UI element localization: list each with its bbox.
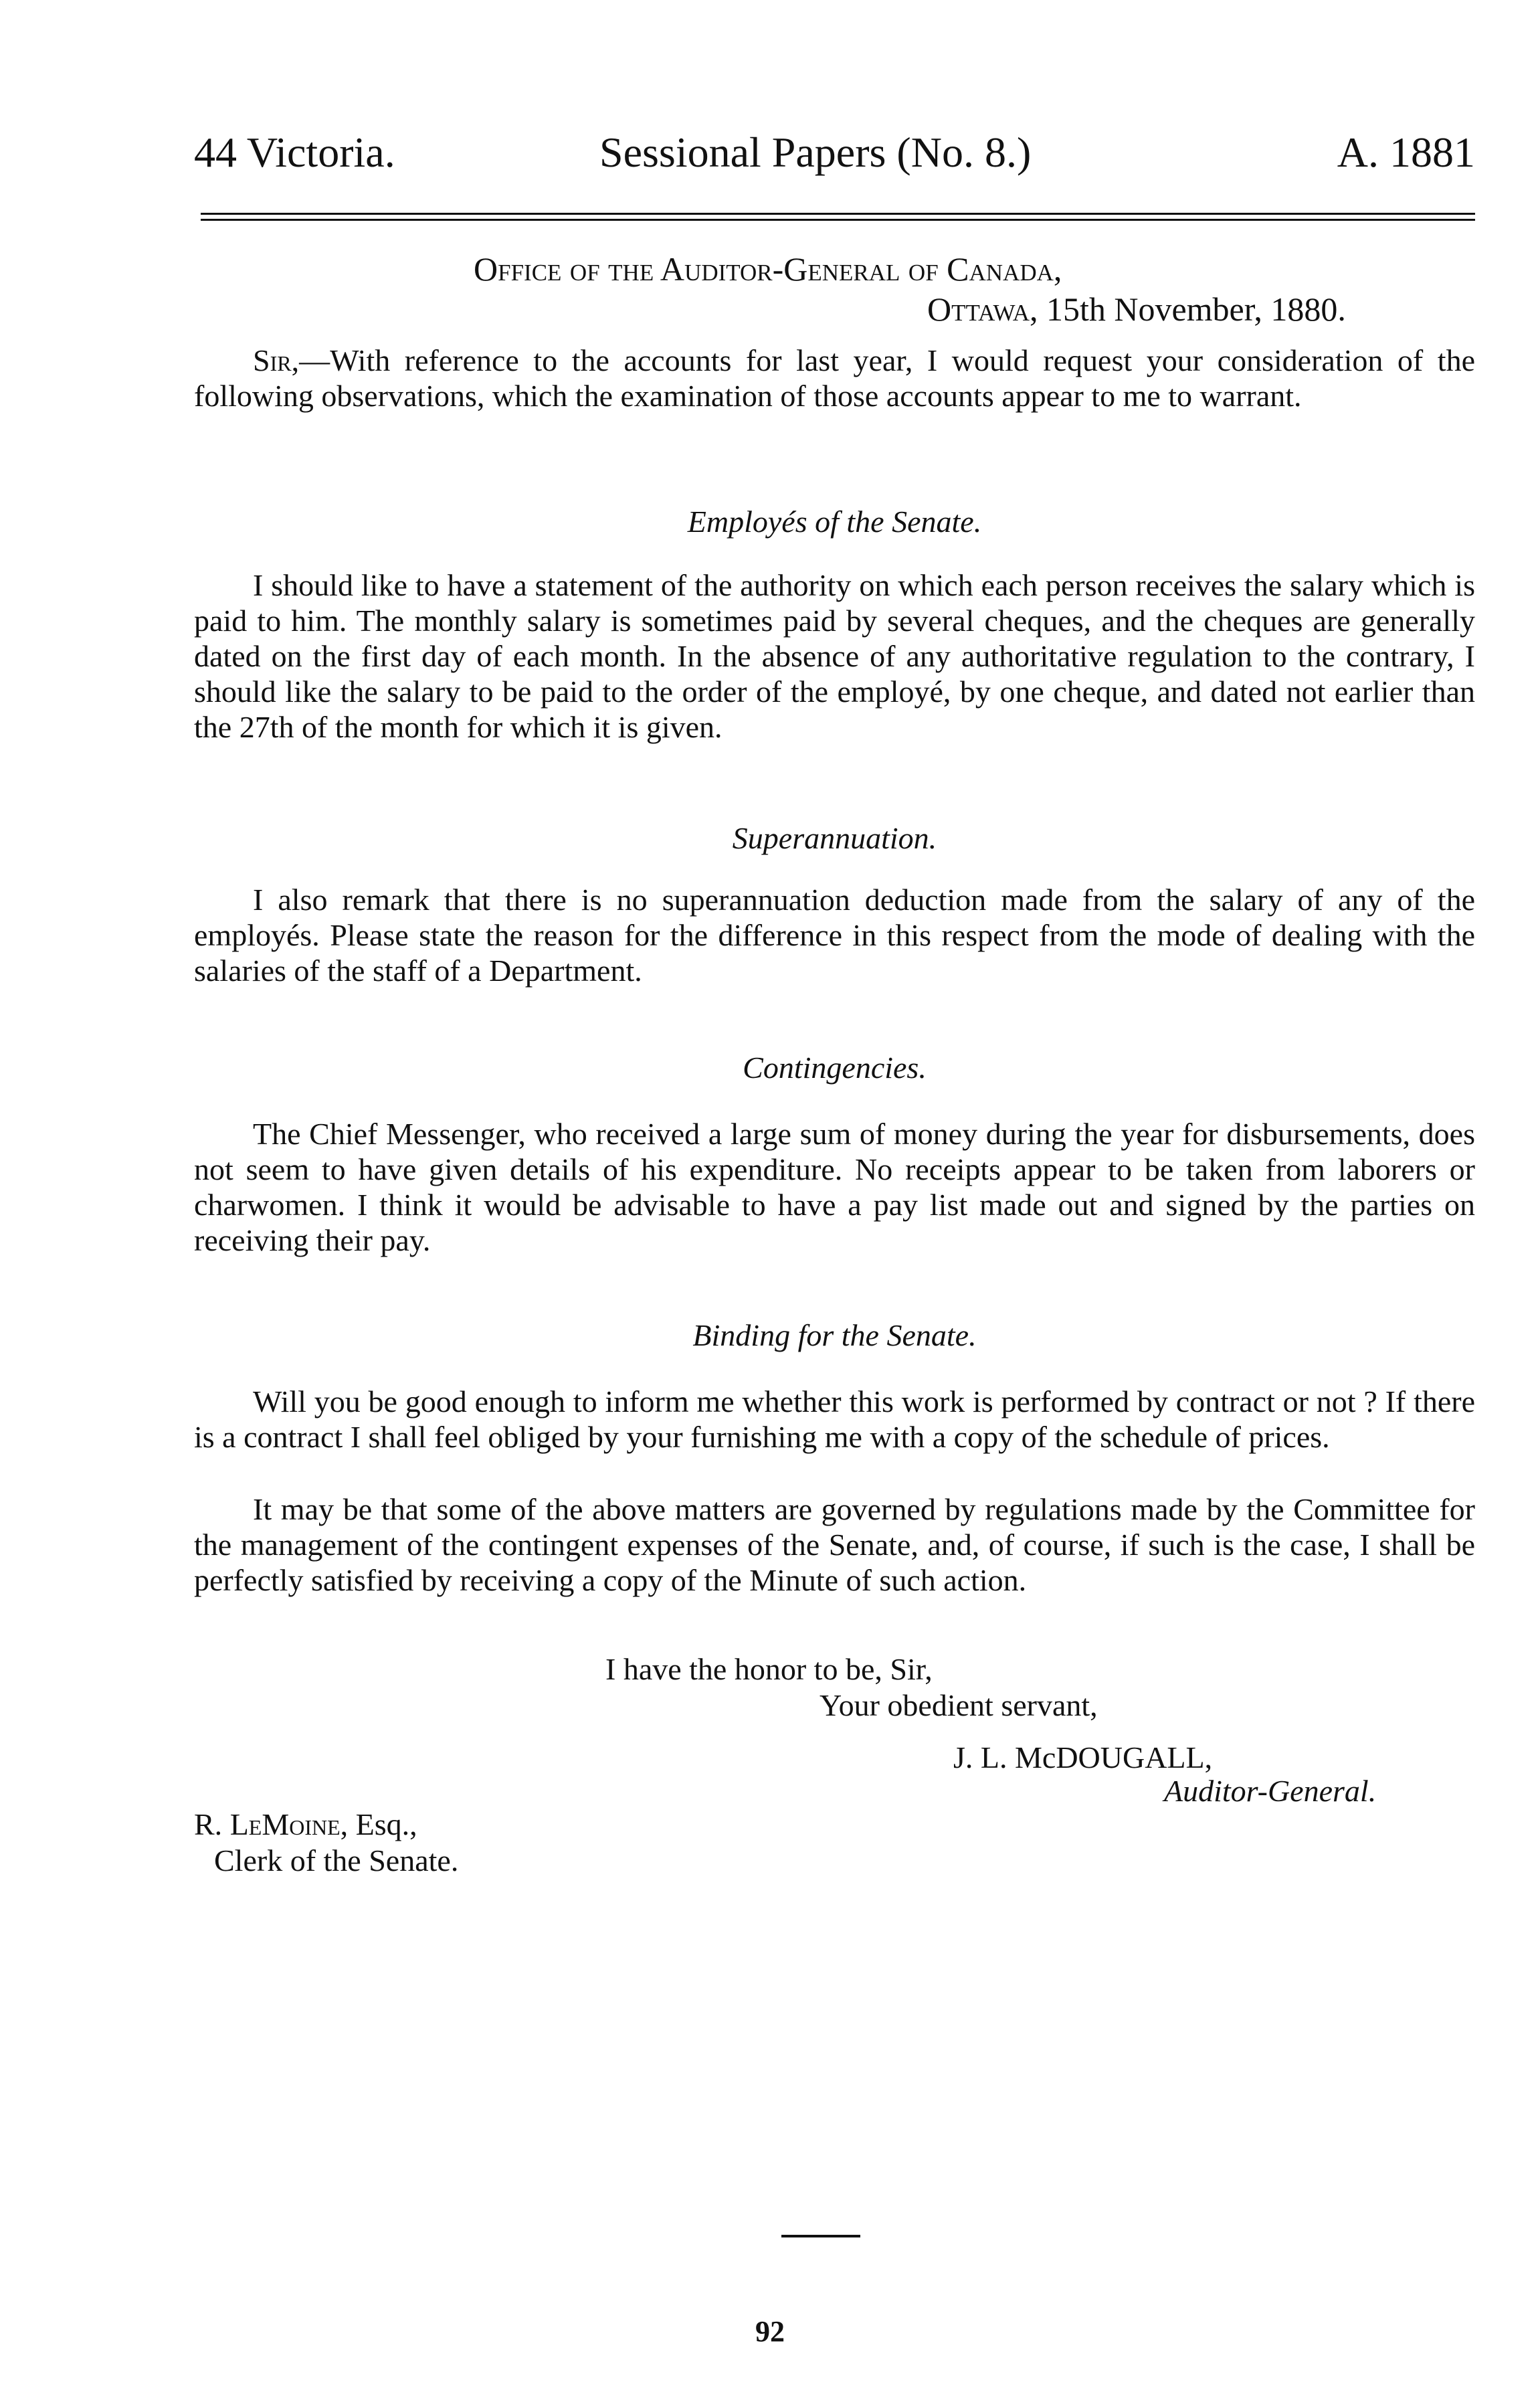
- letterhead-dateline: [927, 289, 1346, 329]
- paragraph-contingencies: The Chief Messenger, who received a large sum of money during the year for disbursements, does not seem to have given details of his expenditure. No receipts appear to be taken from laborers or charwomen. I think it would be advisable to have a pay list made out and signed by the parties on receiving their pay.: [194, 1117, 1475, 1257]
- paragraph-superannuation: I also remark that there is no superannuation deduction made from the salary of any of the employés. Please state the reason for the difference in this respect from the mode of dealing with the salaries of the staff of a Department.: [194, 883, 1475, 988]
- section-heading-superannuation: Superannuation.: [732, 821, 937, 855]
- section-heading-contingencies: Contingencies.: [743, 1050, 927, 1085]
- addressee-surname: LeMoine: [229, 1807, 341, 1841]
- header-rule: [201, 213, 1475, 215]
- letterhead-date: 15th November, 1880.: [1038, 290, 1346, 328]
- section-heading-employes: Employés of the Senate.: [687, 505, 982, 539]
- salutation: Sir,: [253, 343, 300, 377]
- intro-paragraph: [194, 343, 1475, 414]
- closing-line-honor: I have the honor to be, Sir,: [605, 1652, 933, 1686]
- letterhead-office: Office of the Auditor-General of Canada,: [474, 250, 1062, 288]
- end-rule: [781, 2235, 860, 2237]
- header-rule-second: [201, 219, 1475, 221]
- section-heading-binding: Binding for the Senate.: [692, 1318, 977, 1352]
- page-number: 92: [755, 2315, 785, 2348]
- running-head-left: 44 Victoria.: [194, 128, 395, 176]
- paragraph-employes: I should like to have a statement of the authority on which each person receives the salary which is paid to him. The monthly salary is sometimes paid by several cheques, and the cheques are generally dated on the first day of each month. In the absence of any authoritative regulation to the contrary, I should like the salary to be paid to the order of the employé, by one cheque, and dated not earlier than the 27th of the month for which it is given.: [194, 568, 1475, 744]
- addressee-title: Clerk of the Senate.: [214, 1843, 459, 1877]
- addressee-name: [194, 1807, 417, 1843]
- running-head-right: A. 1881: [1337, 128, 1475, 176]
- signer-title: Auditor-General.: [1164, 1774, 1377, 1808]
- intro-text: —With reference to the accounts for last year, I would request your consideration of the following observations, which the examination of those accounts appear to me to warrant.: [194, 343, 1475, 413]
- addressee-suffix: , Esq.,: [340, 1807, 417, 1841]
- closing-line-servant: Your obedient servant,: [820, 1688, 1098, 1722]
- paragraph-regulations: It may be that some of the above matters are governed by regulations made by the Committee for the management of the contingent expenses of the Senate, and, of course, if such is the case, I shall be perfectly satisfied by receiving a copy of the Minute of such action.: [194, 1492, 1475, 1597]
- running-head-center: Sessional Papers (No. 8.): [599, 128, 1032, 176]
- running-head: [194, 126, 1475, 179]
- addressee-initial: R.: [194, 1807, 230, 1841]
- letterhead-place: Ottawa,: [927, 290, 1038, 328]
- signer-name: J. L. McDOUGALL,: [953, 1740, 1213, 1774]
- paragraph-binding: Will you be good enough to inform me whether this work is performed by contract or not ? If there is a contract I shall feel obliged by your furnishing me with a copy of the schedule of prices.: [194, 1384, 1475, 1454]
